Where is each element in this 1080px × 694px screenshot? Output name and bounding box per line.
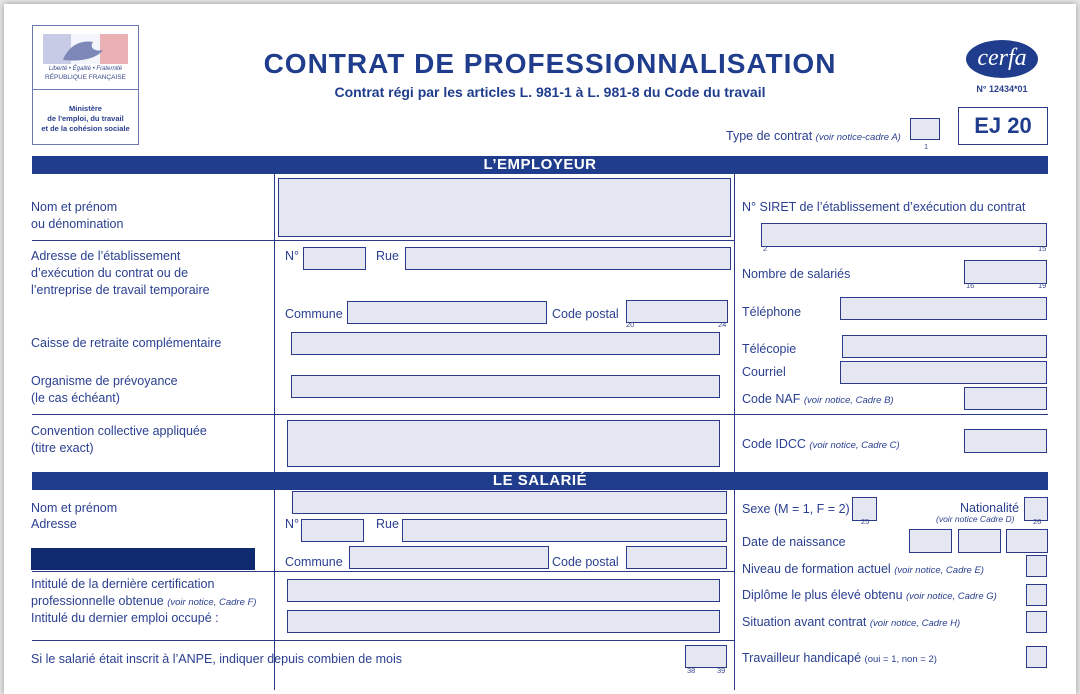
birth-month-field[interactable] [958, 529, 1001, 553]
employer-address-label-1: Adresse de l’établissement [31, 249, 181, 263]
siret-label: N° SIRET de l’établissement d’exécution du contrat [742, 200, 1026, 214]
contract-type-label: Type de contrat (voir notice-cadre A) [726, 129, 901, 143]
cerfa-number: N° 12434*01 [976, 84, 1028, 94]
employee-postal-field[interactable] [626, 546, 727, 569]
employer-name-label-1: Nom et prénom [31, 200, 118, 214]
employee-commune-label: Commune [285, 555, 343, 569]
cert-field[interactable] [287, 579, 720, 602]
employee-postal-label: Code postal [552, 555, 619, 569]
nationality-label: Nationalité [960, 501, 1020, 515]
pension-label: Caisse de retraite complémentaire [31, 336, 222, 350]
insurance-label-1: Organisme de prévoyance [31, 374, 178, 388]
employee-num-field[interactable] [301, 519, 364, 542]
employer-street-field[interactable] [405, 247, 731, 270]
anpe-label: Si le salarié était inscrit à l’ANPE, indiquer depuis combien de mois [31, 652, 403, 666]
anpe-field[interactable] [685, 645, 727, 668]
employees-field[interactable] [964, 260, 1047, 284]
employer-col-divider-1 [274, 174, 275, 472]
employer-name-field[interactable] [278, 178, 731, 237]
employer-postal-field[interactable] [626, 300, 728, 323]
email-label: Courriel [742, 365, 786, 379]
education-field[interactable] [1026, 555, 1047, 577]
employer-postal-label: Code postal [552, 307, 619, 321]
contract-type-index: 1 [924, 142, 929, 151]
employee-street-field[interactable] [402, 519, 727, 542]
siret-idx-end: 15 [1038, 244, 1047, 253]
redacted-block [31, 548, 255, 570]
employer-commune-label: Commune [285, 307, 343, 321]
siret-field[interactable] [761, 223, 1047, 247]
situation-field[interactable] [1026, 611, 1047, 633]
insurance-field[interactable] [291, 375, 720, 398]
siret-idx-start: 2 [763, 244, 768, 253]
ministry-line-3: et de la cohésion sociale [41, 124, 130, 133]
employees-idx-end: 19 [1038, 281, 1047, 290]
pension-field[interactable] [291, 332, 720, 355]
phone-label: Téléphone [742, 305, 802, 319]
fax-field[interactable] [842, 335, 1047, 358]
anpe-idx-start: 38 [687, 666, 696, 675]
employer-num-label: N° [285, 249, 300, 263]
sex-idx: 25 [861, 517, 870, 526]
birth-year-field[interactable] [1006, 529, 1048, 553]
employee-name-field[interactable] [292, 491, 727, 514]
employee-commune-field[interactable] [349, 546, 549, 569]
sex-label: Sexe (M = 1, F = 2) [742, 502, 850, 516]
logo-motto: Liberté • Égalité • Fraternité [48, 66, 123, 72]
cert-label-2: professionnelle obtenue (voir notice, Cadre F) [31, 594, 257, 608]
employer-address-label-3: l’entreprise de travail temporaire [31, 283, 210, 297]
convention-label-2: (titre exact) [31, 441, 94, 455]
form-code-box: EJ 20 [958, 107, 1048, 145]
anpe-idx-end: 39 [717, 666, 726, 675]
employer-street-label: Rue [376, 249, 399, 263]
employee-name-label: Nom et prénom [31, 501, 118, 515]
naf-label: Code NAF (voir notice, Cadre B) [742, 392, 894, 406]
nationality-idx: 26 [1033, 517, 1042, 526]
idcc-label: Code IDCC (voir notice, Cadre C) [742, 437, 900, 451]
phone-field[interactable] [840, 297, 1047, 320]
employer-commune-field[interactable] [347, 301, 547, 324]
employer-name-label-2: ou dénomination [31, 217, 124, 231]
diploma-field[interactable] [1026, 584, 1047, 606]
employer-num-field[interactable] [303, 247, 366, 270]
nationality-note: (voir notice Cadre D) [936, 514, 1015, 524]
employer-row-divider-1 [32, 240, 734, 241]
job-field[interactable] [287, 610, 720, 633]
contract-type-field[interactable] [910, 118, 940, 140]
job-label: Intitulé du dernier emploi occupé : [31, 611, 219, 625]
employer-col-divider-2 [734, 174, 735, 472]
insurance-label-2: (le cas échéant) [31, 391, 120, 405]
marianne-logo-block [32, 25, 139, 145]
employee-street-label: Rue [376, 517, 399, 531]
convention-label-1: Convention collective appliquée [31, 424, 207, 438]
handicap-label: Travailleur handicapé (oui = 1, non = 2) [742, 651, 937, 665]
employee-section-header: LE SALARIÉ [32, 472, 1048, 490]
diploma-label: Diplôme le plus élevé obtenu (voir notice, Cadre G) [742, 588, 997, 602]
handicap-field[interactable] [1026, 646, 1047, 668]
email-field[interactable] [840, 361, 1047, 384]
employees-idx-start: 16 [966, 281, 975, 290]
form-title: CONTRAT DE PROFESSIONNALISATION [263, 48, 837, 79]
situation-label: Situation avant contrat (voir notice, Cadre H) [742, 615, 961, 629]
employee-num-label: N° [285, 517, 300, 531]
fax-label: Télécopie [742, 342, 797, 356]
employer-postal-idx-end: 24 [718, 320, 727, 329]
logo-divider [33, 89, 138, 90]
convention-field[interactable] [287, 420, 720, 467]
employee-row-divider-2 [32, 640, 734, 641]
employer-section-header: L’EMPLOYEUR [32, 156, 1048, 174]
employer-address-label-2: d’exécution du contrat ou de [31, 266, 189, 280]
employees-label: Nombre de salariés [742, 267, 851, 281]
employee-address-label: Adresse [31, 517, 77, 531]
employer-row-divider-2 [32, 414, 1048, 415]
form-page [4, 4, 1076, 694]
idcc-field[interactable] [964, 429, 1047, 453]
form-subtitle: Contrat régi par les articles L. 981-1 à L. 981-8 du Code du travail [334, 84, 766, 100]
naf-field[interactable] [964, 387, 1047, 410]
employer-postal-idx-start: 20 [626, 320, 635, 329]
cerfa-logo: cerfa [966, 40, 1038, 78]
marianne-logo-icon [43, 34, 128, 64]
ministry-line-2: de l'emploi, du travail [47, 114, 124, 123]
employee-col-divider-2 [734, 490, 735, 690]
logo-republic: RÉPUBLIQUE FRANÇAISE [45, 74, 126, 81]
employee-row-divider-1 [32, 571, 734, 572]
cert-label-1: Intitulé de la dernière certification [31, 577, 215, 591]
birth-label: Date de naissance [742, 535, 846, 549]
birth-day-field[interactable] [909, 529, 952, 553]
education-label: Niveau de formation actuel (voir notice, Cadre E) [742, 562, 984, 576]
ministry-line-1: Ministère [69, 104, 102, 113]
